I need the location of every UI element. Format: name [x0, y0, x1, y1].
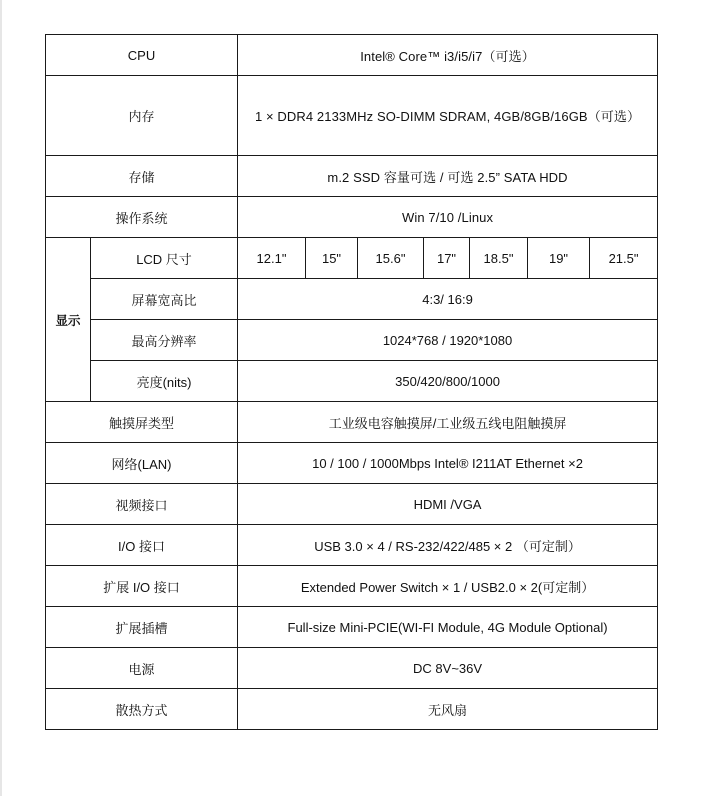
spec-row-resolution [46, 320, 658, 361]
lcd-size-cell: 15" [306, 238, 358, 279]
spec-row-io [46, 525, 658, 566]
row-value: 10 / 100 / 1000Mbps Intel® I211AT Ethernet ×2 [238, 443, 658, 484]
row-value: Full-size Mini-PCIE(WI-FI Module, 4G Module Optional) [238, 607, 658, 648]
row-label: 网络(LAN) [46, 443, 238, 484]
spec-row-aspect [46, 279, 658, 320]
row-value: HDMI /VGA [238, 484, 658, 525]
lcd-size-cell: 18.5" [470, 238, 528, 279]
spec-row-video [46, 484, 658, 525]
row-label: 扩展插槽 [46, 607, 238, 648]
row-label: 触摸屏类型 [46, 402, 238, 443]
row-label: CPU [46, 35, 238, 76]
row-label: LCD 尺寸 [91, 238, 238, 279]
row-value: 无风扇 [238, 689, 658, 730]
row-value: Extended Power Switch × 1 / USB2.0 × 2(可定制） [238, 566, 658, 607]
row-label: 扩展 I/O 接口 [46, 566, 238, 607]
spec-row-storage [46, 156, 658, 197]
lcd-size-cell: 17" [424, 238, 470, 279]
row-label: 操作系统 [46, 197, 238, 238]
row-value: 工业级电容触摸屏/工业级五线电阻触摸屏 [238, 402, 658, 443]
display-group-label: 显示 [46, 238, 91, 402]
row-value: 1024*768 / 1920*1080 [238, 320, 658, 361]
spec-row-power [46, 648, 658, 689]
row-value: 350/420/800/1000 [238, 361, 658, 402]
spec-row-cpu [46, 35, 658, 76]
left-edge-line [0, 0, 2, 796]
lcd-size-cell: 15.6" [358, 238, 424, 279]
row-value: USB 3.0 × 4 / RS-232/422/485 × 2 （可定制） [238, 525, 658, 566]
row-label: 视频接口 [46, 484, 238, 525]
row-value: 1 × DDR4 2133MHz SO-DIMM SDRAM, 4GB/8GB/16GB（可选） [238, 76, 658, 156]
spec-row-slot [46, 607, 658, 648]
row-label: 最高分辨率 [91, 320, 238, 361]
row-label: 亮度(nits) [91, 361, 238, 402]
row-value: Intel® Core™ i3/i5/i7（可选） [238, 35, 658, 76]
row-value: DC 8V~36V [238, 648, 658, 689]
row-label: 内存 [46, 76, 238, 156]
spec-row-lcd-size [46, 238, 658, 279]
spec-row-memory [46, 76, 658, 156]
row-value: m.2 SSD 容量可选 / 可选 2.5” SATA HDD [238, 156, 658, 197]
row-label: I/O 接口 [46, 525, 238, 566]
row-value: Win 7/10 /Linux [238, 197, 658, 238]
lcd-size-cell: 21.5" [590, 238, 658, 279]
spec-row-lan [46, 443, 658, 484]
spec-row-touch [46, 402, 658, 443]
spec-row-brightness [46, 361, 658, 402]
lcd-size-cell: 12.1" [238, 238, 306, 279]
row-label: 电源 [46, 648, 238, 689]
spec-row-cooling [46, 689, 658, 730]
spec-table [45, 34, 658, 730]
row-label: 屏幕宽高比 [91, 279, 238, 320]
row-label: 散热方式 [46, 689, 238, 730]
spec-row-ext-io [46, 566, 658, 607]
lcd-size-cell: 19" [528, 238, 590, 279]
row-label: 存储 [46, 156, 238, 197]
spec-row-os [46, 197, 658, 238]
row-value: 4:3/ 16:9 [238, 279, 658, 320]
